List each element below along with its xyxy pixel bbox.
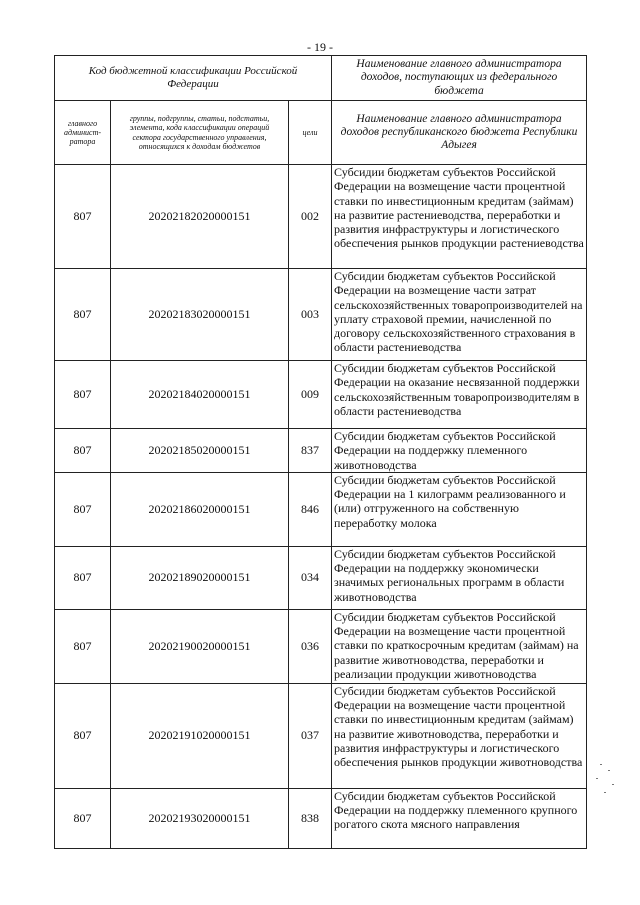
admin-code-cell: 807	[55, 472, 111, 546]
goal-code-cell: 003	[289, 269, 332, 361]
table-row	[55, 472, 587, 546]
admin-code-cell: 807	[55, 361, 111, 429]
revenue-name-cell: Субсидии бюджетам субъектов Российской Федерации на поддержку племенного крупного рогатого скота мясного направления	[332, 788, 587, 848]
classification-code-cell: 20202191020000151	[111, 683, 289, 788]
header-col-code: группы, подгруппы, статьи, подстатьи, элемента, кода классификации операций сектора государственного управления, относящихся к доходам бюджетов	[111, 101, 289, 165]
header-name-federal: Наименование главного администратора доходов, поступающих из федерального бюджета	[332, 56, 587, 101]
classification-code-cell: 20202183020000151	[111, 269, 289, 361]
table-row	[55, 683, 587, 788]
revenue-name-cell: Субсидии бюджетам субъектов Российской Федерации на 1 килограмм реализованного и (или) отгруженного на собственную переработку молока	[332, 472, 587, 546]
admin-code-cell: 807	[55, 609, 111, 683]
goal-code-cell: 846	[289, 472, 332, 546]
header-row-bottom	[55, 101, 587, 165]
budget-classification-table	[54, 55, 587, 849]
admin-code-cell: 807	[55, 788, 111, 848]
table-row	[55, 609, 587, 683]
scan-specks	[592, 760, 620, 800]
goal-code-cell: 009	[289, 361, 332, 429]
table-row	[55, 269, 587, 361]
classification-code-cell: 20202182020000151	[111, 165, 289, 269]
goal-code-cell: 036	[289, 609, 332, 683]
header-name-republic: Наименование главного администратора доходов республиканского бюджета Республики Адыгея	[332, 101, 587, 165]
admin-code-cell: 807	[55, 269, 111, 361]
revenue-name-cell: Субсидии бюджетам субъектов Российской Федерации на оказание несвязанной поддержки сельскохозяйственным товаропроизводителям в области растениеводства	[332, 361, 587, 429]
table-row	[55, 361, 587, 429]
table-row	[55, 429, 587, 473]
goal-code-cell: 838	[289, 788, 332, 848]
header-col-goal: цели	[289, 101, 332, 165]
admin-code-cell: 807	[55, 683, 111, 788]
table-row	[55, 546, 587, 609]
page-number: - 19 -	[307, 40, 333, 54]
revenue-name-cell: Субсидии бюджетам субъектов Российской Федерации на поддержку экономически значимых региональных программ в области животноводства	[332, 546, 587, 609]
revenue-name-cell: Субсидии бюджетам субъектов Российской Федерации на возмещение части процентной ставки по инвестиционным кредитам (займам) на развитие растениеводства, переработки и развития инфраструктуры и логистического обеспечения рынков продукции растениеводства	[332, 165, 587, 269]
goal-code-cell: 002	[289, 165, 332, 269]
goal-code-cell: 837	[289, 429, 332, 473]
admin-code-cell: 807	[55, 546, 111, 609]
revenue-name-cell: Субсидии бюджетам субъектов Российской Федерации на возмещение части процентной ставки по краткосрочным кредитам (займам) на развитие животноводства, переработки и реализации продукции животноводства	[332, 609, 587, 683]
admin-code-cell: 807	[55, 429, 111, 473]
goal-code-cell: 037	[289, 683, 332, 788]
table-row	[55, 165, 587, 269]
classification-code-cell: 20202185020000151	[111, 429, 289, 473]
revenue-name-cell: Субсидии бюджетам субъектов Российской Федерации на возмещение части процентной ставки по инвестиционным кредитам (займам) на развитие животноводства, переработки и развития инфраструктуры и логистического обеспечения рынков продукции животноводства	[332, 683, 587, 788]
classification-code-cell: 20202190020000151	[111, 609, 289, 683]
classification-code-cell: 20202189020000151	[111, 546, 289, 609]
header-row-top	[55, 56, 587, 101]
classification-code-cell: 20202184020000151	[111, 361, 289, 429]
classification-code-cell: 20202193020000151	[111, 788, 289, 848]
revenue-name-cell: Субсидии бюджетам субъектов Российской Федерации на возмещение части затрат сельскохозяйственных товаропроизводителей на уплату страховой премии, начисленной по договору сельскохозяйственного страхования в области растениеводства	[332, 269, 587, 361]
header-group-title: Код бюджетной классификации Российской Федерации	[55, 56, 332, 101]
goal-code-cell: 034	[289, 546, 332, 609]
classification-code-cell: 20202186020000151	[111, 472, 289, 546]
revenue-name-cell: Субсидии бюджетам субъектов Российской Федерации на поддержку племенного животноводства	[332, 429, 587, 473]
admin-code-cell: 807	[55, 165, 111, 269]
header-col-admin: главного админист-ратора	[55, 101, 111, 165]
table-row	[55, 788, 587, 848]
